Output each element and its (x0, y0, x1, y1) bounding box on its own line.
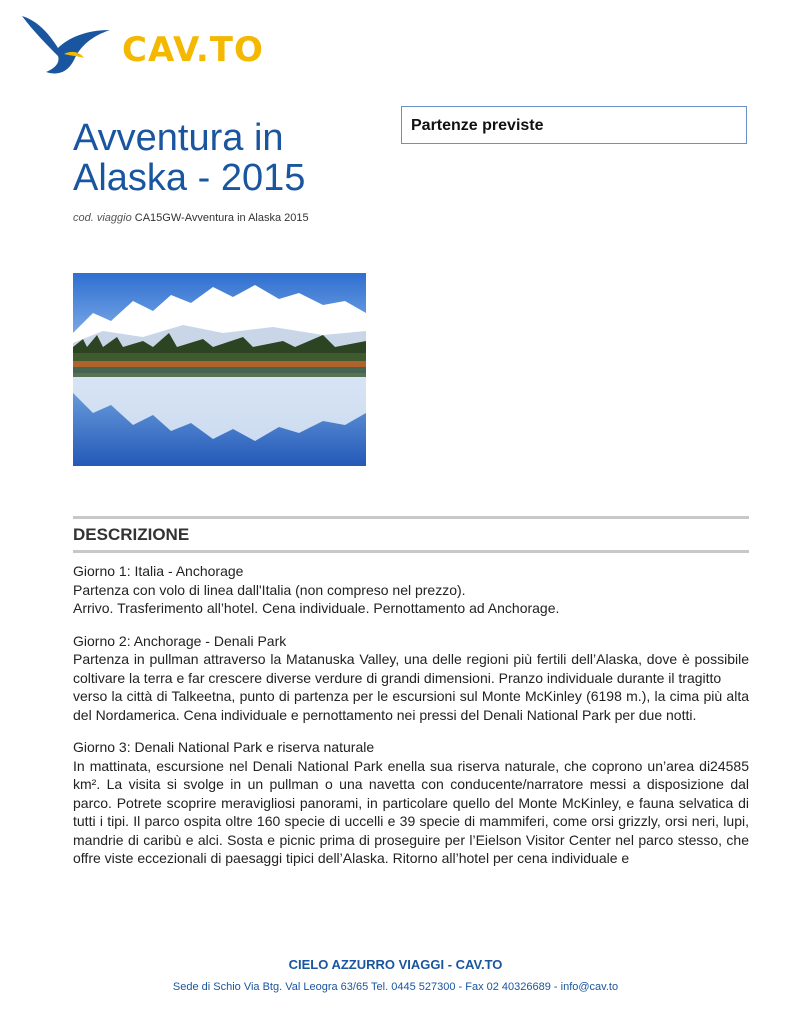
day-title: Giorno 3: Denali National Park e riserva naturale (73, 739, 375, 755)
trip-code-value: CA15GW-Avventura in Alaska 2015 (134, 212, 309, 224)
footer-company: CIELO AZZURRO VIAGGI - CAV.TO (288, 957, 503, 972)
footer-address: Sede di Schio Via Btg. Val Leogra 63/65 Tel. 0445 527300 - Fax 02 40326689 - info@cav.to (172, 981, 619, 993)
logo-wordmark: CAV.TO (122, 30, 264, 70)
day-paragraph: Partenza in pullman attraverso la Matanuska Valley, una delle regioni più fertili dell’Alaska, dove è possibile coltivare la terra e far crescere diverse verdure di grandi dimensioni. Pranzo individuale durante il tragitto (73, 651, 749, 686)
itinerary-day-3 (73, 738, 749, 868)
itinerary-day-2 (73, 632, 749, 725)
day-paragraph: verso la città di Talkeetna, punto di partenza per le escursioni sul Monte McKinley (6198 m.), la cima più alta del Nordamerica. Cena individuale e pernottamento nei pressi del Denali National Park per due notti. (73, 688, 749, 723)
day-title: Giorno 2: Anchorage - Denali Park (73, 632, 287, 649)
trip-code-label: cod. viaggio (73, 212, 132, 224)
day-paragraph: In mattinata, escursione nel Denali National Park enella sua riserva naturale, che coprono un’area di24585 km². La visita si svolge in un pullman o una navetta con conducente/narratore messi a disposizione dal parco. Potrete scoprire meravigliosi panorami, in particolare quello del Monte McKinley, e fauna selvatica di tutti i tipi. Il parco ospita oltre 160 specie di uccelli e 39 specie di mammiferi, come orsi grizzly, orsi neri, lupi, mandrie di caribù e alci. Sosta e picnic prima di proseguire per l’Eielson Visitor Center nel parco stesso, che offre viste eccezionali di paesaggi tipici dell’Alaska. Ritorno all’hotel per cena individuale e (73, 757, 749, 866)
itinerary-day-1 (73, 562, 749, 618)
departures-label: Partenze previste (411, 117, 544, 134)
bird-logo-icon (18, 10, 118, 80)
departures-box (401, 106, 747, 144)
day-paragraph: Arrivo. Trasferimento all’hotel. Cena individuale. Pernottamento ad Anchorage. (73, 600, 560, 616)
trip-photo (73, 273, 366, 466)
day-paragraph: Partenza con volo di linea dall'Italia (non compreso nel prezzo). (73, 581, 466, 598)
description-heading: DESCRIZIONE (73, 525, 190, 544)
day-title: Giorno 1: Italia - Anchorage (73, 563, 244, 579)
itinerary (73, 562, 749, 882)
trip-code (73, 212, 309, 224)
divider-top (73, 516, 749, 519)
divider-bottom (73, 550, 749, 553)
company-logo[interactable] (18, 10, 264, 80)
page-title: Avventura in Alaska - 2015 (73, 117, 306, 199)
